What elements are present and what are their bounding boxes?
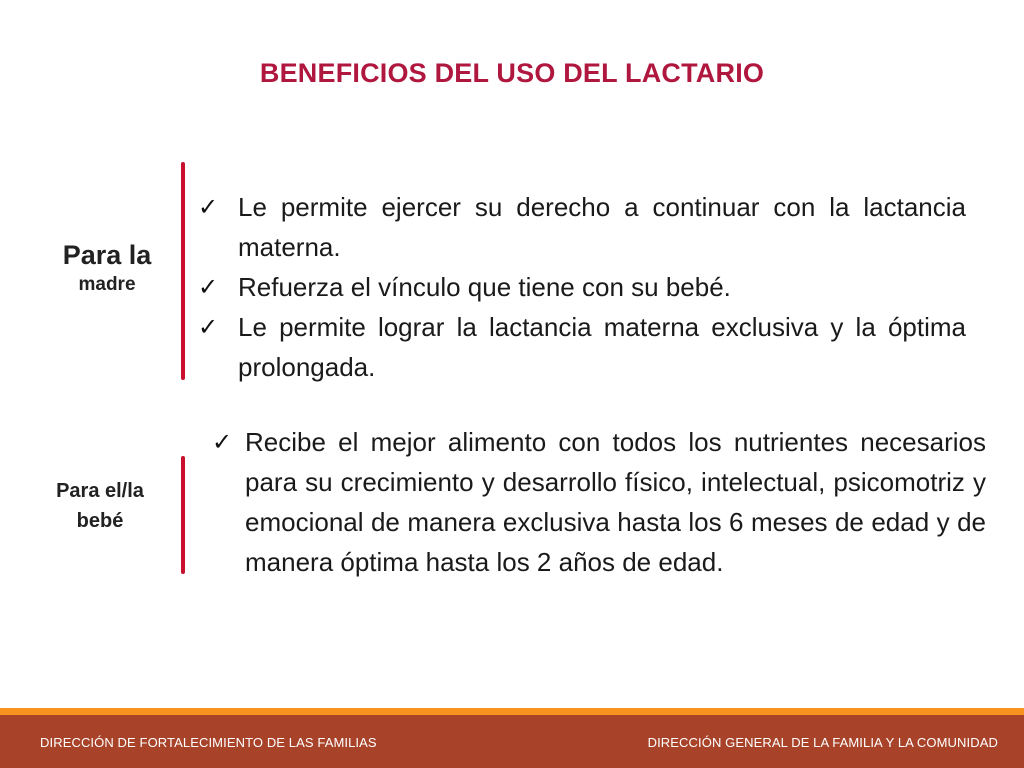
list-item: [190, 187, 966, 267]
footer-right-text: DIRECCIÓN GENERAL DE LA FAMILIA Y LA COMUNIDAD: [647, 735, 998, 750]
check-icon: ✓: [198, 193, 219, 221]
list-item-text: Le permite lograr la lactancia materna exclusiva y la óptima prolongada.: [238, 312, 966, 382]
list-item-text: Recibe el mejor alimento con todos los nutrientes necesarios para su crecimiento y desarrollo físico, intelectual, psicomotriz y emocional de manera exclusiva hasta los 6 meses de edad y de manera óptima hasta los 2 años de edad.: [245, 427, 986, 577]
list-item-text: Le permite ejercer su derecho a continuar con la lactancia materna.: [238, 192, 966, 262]
list-item: [190, 267, 966, 307]
list-item: [190, 307, 966, 387]
check-icon: ✓: [212, 428, 233, 456]
baby-section-divider: [181, 456, 185, 574]
baby-benefits-list: [212, 422, 986, 582]
section-label-baby: [30, 476, 170, 536]
list-item: [212, 422, 986, 582]
slide-title: BENEFICIOS DEL USO DEL LACTARIO: [259, 58, 765, 88]
mother-section-divider: [181, 162, 185, 380]
section-label-baby-line2: bebé: [76, 510, 124, 532]
footer-accent-stripe: [0, 708, 1024, 715]
footer-left-text: DIRECCIÓN DE FORTALECIMIENTO DE LAS FAMILIAS: [40, 735, 377, 750]
list-item-text: Refuerza el vínculo que tiene con su bebé.: [238, 272, 731, 302]
check-icon: ✓: [198, 273, 219, 301]
mother-benefits-list: [190, 187, 966, 387]
section-label-baby-line1: Para el/la: [56, 480, 144, 502]
check-icon: ✓: [198, 313, 219, 341]
section-label-mother-line1: Para la: [62, 240, 152, 270]
section-label-mother-line2: madre: [78, 274, 136, 295]
section-label-mother: [48, 238, 166, 298]
